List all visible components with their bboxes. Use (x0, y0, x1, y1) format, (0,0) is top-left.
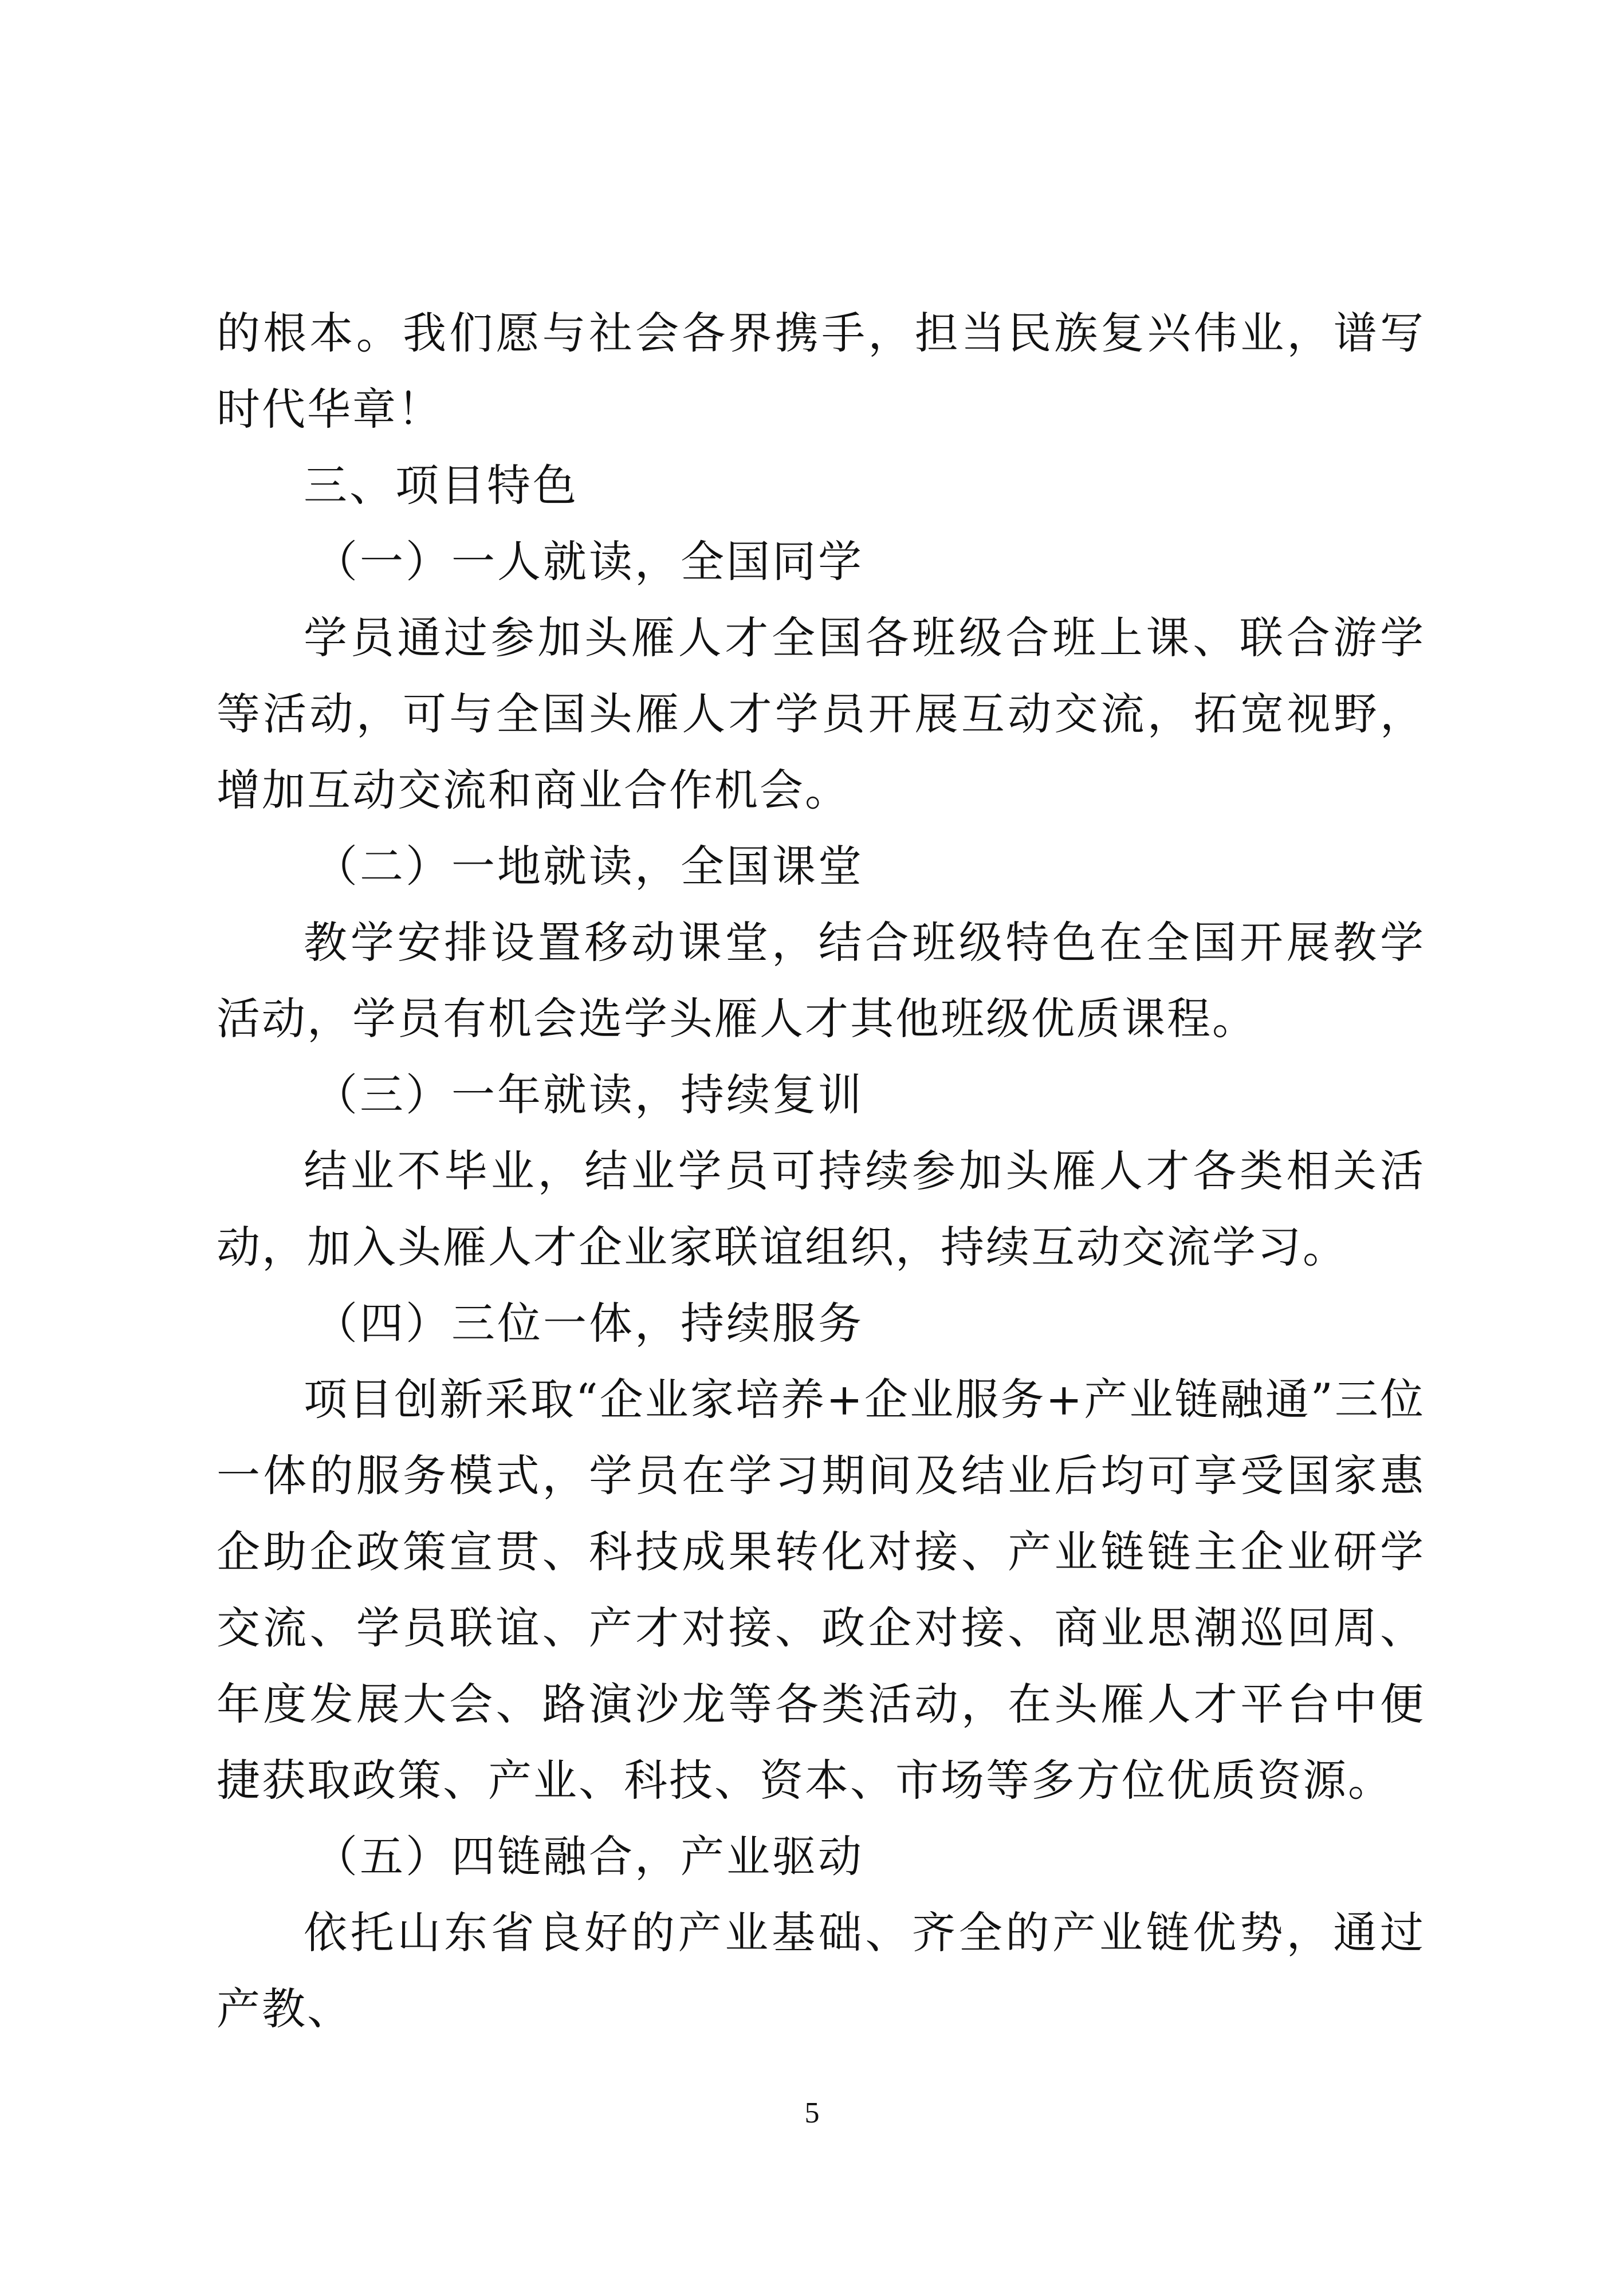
section-heading-project-features: 三、项目特色 (304, 460, 579, 511)
document-body (217, 295, 1425, 2047)
paragraph-1: 学员通过参加头雁人才全国各班级合班上课、联合游学等活动，可与全国头雁人才学员开展互动交流，拓宽视野，增加互动交流和商业合作机会。 (217, 612, 1425, 816)
paragraph-3: 结业不毕业，结业学员可持续参加头雁人才各类相关活动，加入头雁人才企业家联谊组织，持续互动交流学习。 (217, 1145, 1425, 1273)
page-number: 5 (804, 2097, 820, 2129)
subheading-5: （五）四链融合，产业驱动 (314, 1831, 864, 1882)
paragraph-2: 教学安排设置移动课堂，结合班级特色在全国开展教学活动，学员有机会选学头雁人才其他班级优质课程。 (217, 917, 1425, 1044)
subheading-2: （二）一地就读，全国课堂 (314, 841, 864, 892)
paragraph-closing: 的根本。我们愿与社会各界携手，担当民族复兴伟业，谱写时代华章！ (217, 308, 1425, 435)
subheading-3: （三）一年就读，持续复训 (314, 1069, 864, 1120)
paragraph-5: 依托山东省良好的产业基础、齐全的产业链优势，通过产教、 (217, 1907, 1425, 2034)
subheading-4: （四）三位一体，持续服务 (314, 1298, 864, 1349)
paragraph-4: 项目创新采取“企业家培养+企业服务+产业链融通”三位一体的服务模式，学员在学习期间及结业后均可享受国家惠企助企政策宣贯、科技成果转化对接、产业链链主企业研学交流、学员联谊、产才对接、政企对接、商业思潮巡回周、年度发展大会、路演沙龙等各类活动，在头雁人才平台中便捷获取政策、产业、科技、资本、市场等多方位优质资源。 (217, 1374, 1425, 1806)
subheading-1: （一）一人就读，全国同学 (314, 536, 864, 587)
